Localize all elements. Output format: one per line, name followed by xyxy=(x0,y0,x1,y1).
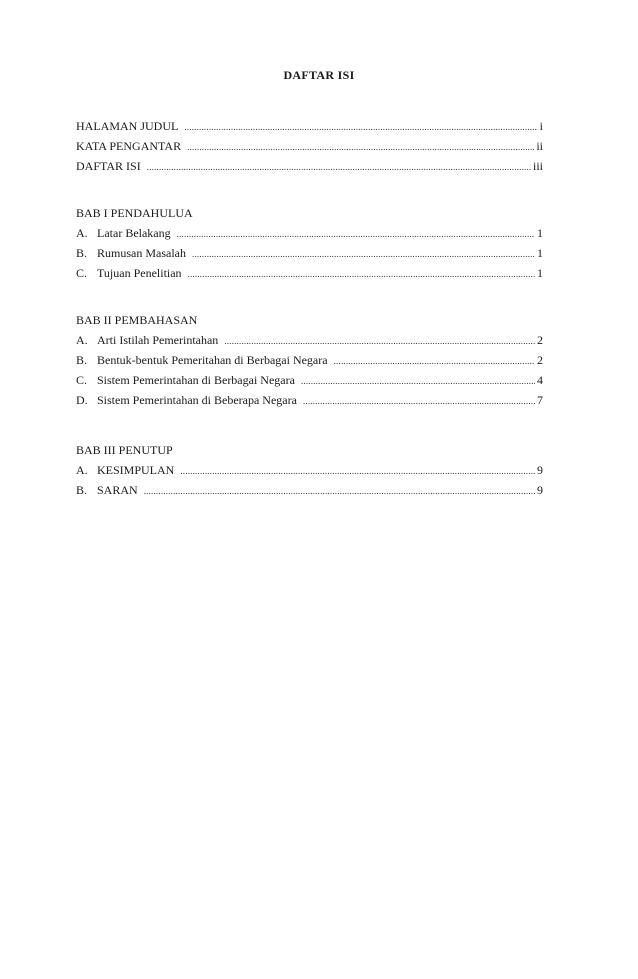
toc-entry-halaman-judul xyxy=(76,116,543,136)
dot-leader xyxy=(303,391,535,411)
toc-entry-page: 2 xyxy=(537,353,543,367)
toc-entry-arti-istilah xyxy=(76,330,543,350)
dot-leader xyxy=(177,224,535,244)
toc-entry-label: KESIMPULAN xyxy=(97,463,175,477)
toc-entry-bentuk-bentuk xyxy=(76,350,543,370)
toc-entry-tujuan-penelitian xyxy=(76,263,543,283)
toc-entry-label: Tujuan Penelitian xyxy=(97,266,182,280)
toc-entry-letter: C. xyxy=(76,266,88,280)
toc-entry-label: Sistem Pemerintahan di Berbagai Negara xyxy=(97,373,295,387)
toc-entry-label: Arti Istilah Pemerintahan xyxy=(97,333,219,347)
toc-entry-latar-belakang xyxy=(76,223,543,243)
front-matter-list xyxy=(76,116,543,176)
toc-entry-page: iii xyxy=(532,159,543,173)
chapter-3-section xyxy=(76,440,543,500)
toc-entry-daftar-isi xyxy=(76,156,543,176)
dot-leader xyxy=(188,264,535,284)
dot-leader xyxy=(224,331,535,351)
toc-entry-letter: B. xyxy=(76,483,88,497)
toc-entry-label: Latar Belakang xyxy=(97,226,171,240)
chapter-2-section xyxy=(76,310,543,410)
dot-leader xyxy=(180,461,535,481)
chapter-heading: BAB I PENDAHULUA xyxy=(76,206,193,220)
toc-entry-rumusan-masalah xyxy=(76,243,543,263)
chapter-heading: BAB II PEMBAHASAN xyxy=(76,313,198,327)
page-title: DAFTAR ISI xyxy=(283,68,355,82)
dot-leader xyxy=(301,371,535,391)
toc-entry-letter: A. xyxy=(76,226,88,240)
toc-entry-label: Rumusan Masalah xyxy=(97,246,186,260)
dot-leader xyxy=(184,117,537,137)
toc-entry-label: Sistem Pemerintahan di Beberapa Negara xyxy=(97,393,297,407)
dot-leader xyxy=(192,244,535,264)
toc-entry-saran xyxy=(76,480,543,500)
toc-entry-label: HALAMAN JUDUL xyxy=(76,119,179,133)
toc-entry-page: 1 xyxy=(537,226,543,240)
dot-leader xyxy=(334,351,535,371)
toc-entry-label: DAFTAR ISI xyxy=(76,159,141,173)
toc-entry-page: 1 xyxy=(537,246,543,260)
toc-entry-letter: B. xyxy=(76,246,88,260)
toc-entry-letter: D. xyxy=(76,393,88,407)
toc-entry-label: KATA PENGANTAR xyxy=(76,139,182,153)
dot-leader xyxy=(144,481,535,501)
toc-entry-label: Bentuk-bentuk Pemeritahan di Berbagai Negara xyxy=(97,353,328,367)
dot-leader xyxy=(187,137,534,157)
toc-entry-page: ii xyxy=(536,139,543,153)
toc-entry-page: 9 xyxy=(537,483,543,497)
toc-entry-page: 2 xyxy=(537,333,543,347)
toc-entry-label: SARAN xyxy=(97,483,138,497)
toc-entry-page: 7 xyxy=(537,393,543,407)
toc-entry-kata-pengantar xyxy=(76,136,543,156)
toc-entry-page: 4 xyxy=(537,373,543,387)
chapter-heading: BAB III PENUTUP xyxy=(76,443,173,457)
toc-entry-sistem-beberapa xyxy=(76,390,543,410)
toc-entry-sistem-berbagai xyxy=(76,370,543,390)
toc-entry-page: 1 xyxy=(537,266,543,280)
chapter-1-section xyxy=(76,203,543,283)
toc-entry-letter: B. xyxy=(76,353,88,367)
toc-entry-letter: A. xyxy=(76,333,88,347)
toc-entry-kesimpulan xyxy=(76,460,543,480)
toc-entry-letter: C. xyxy=(76,373,88,387)
toc-entry-page: i xyxy=(539,119,543,133)
toc-entry-page: 9 xyxy=(537,463,543,477)
toc-entry-letter: A. xyxy=(76,463,88,477)
dot-leader xyxy=(147,157,531,177)
